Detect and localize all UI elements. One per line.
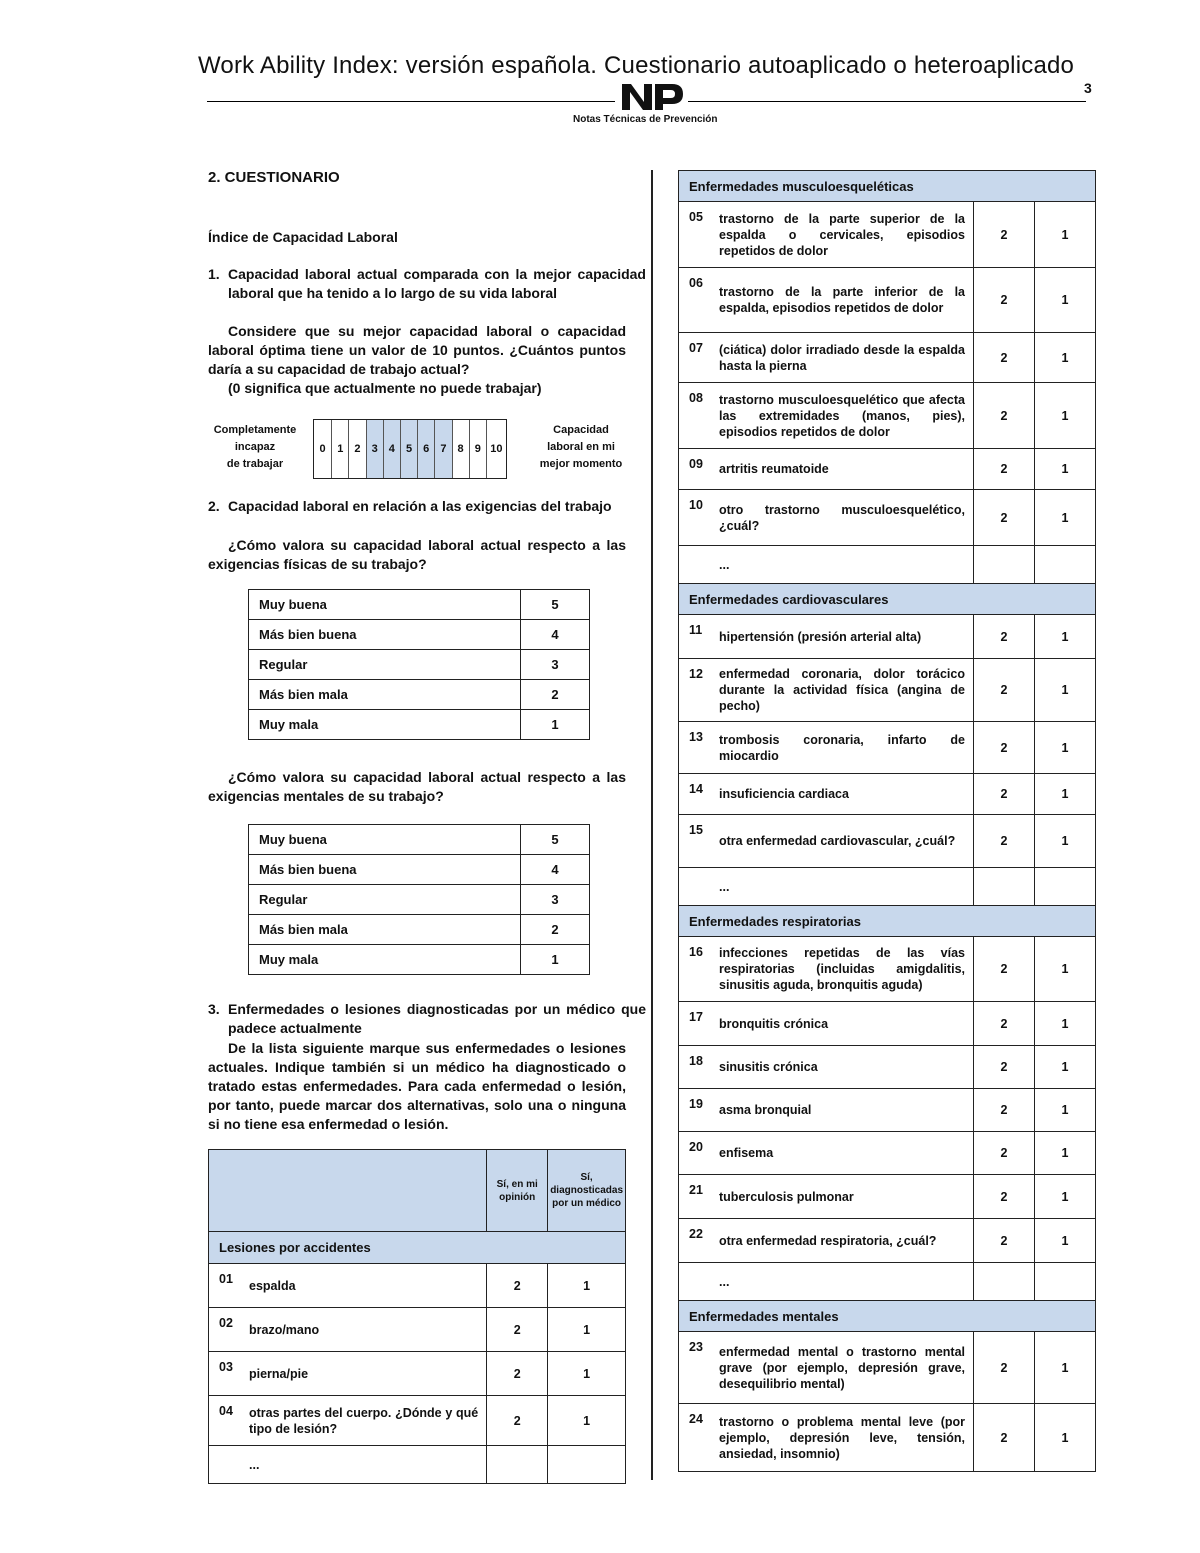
- row-code: 05: [679, 202, 716, 268]
- answer-diagnosed-cell[interactable]: 1: [1035, 659, 1096, 722]
- table-row: [679, 1046, 1096, 1089]
- section-subtitle: Índice de Capacidad Laboral: [208, 229, 398, 245]
- option-value[interactable]: 4: [521, 620, 590, 650]
- row-code: 20: [679, 1132, 716, 1175]
- option-row[interactable]: [249, 620, 590, 650]
- row-code: 13: [679, 722, 716, 774]
- table-row: [679, 268, 1096, 333]
- row-code: [679, 546, 716, 584]
- answer-opinion-cell[interactable]: 2: [974, 1046, 1035, 1089]
- row-description: trombosis coronaria, infarto de miocardio: [715, 722, 974, 774]
- row-code: 24: [679, 1404, 716, 1472]
- row-code: 03: [209, 1352, 246, 1396]
- q3-number: 3.: [208, 1001, 220, 1017]
- group-header-enfermedades-respiratorias: [679, 906, 1096, 937]
- row-description: (ciática) dolor irradiado desde la espalda hasta la pierna: [715, 333, 974, 383]
- table-row: [209, 1396, 626, 1446]
- scale-right-line: Capacidad: [553, 424, 609, 436]
- table-row: [679, 1175, 1096, 1219]
- scale-option[interactable]: 0: [314, 420, 331, 478]
- answer-diagnosed-cell[interactable]: 1: [1035, 774, 1096, 815]
- row-code: [679, 1263, 716, 1301]
- answer-opinion-cell[interactable]: [487, 1446, 548, 1484]
- row-code: 07: [679, 333, 716, 383]
- table-row: [679, 546, 1096, 584]
- answer-diagnosed-cell[interactable]: 1: [1035, 1219, 1096, 1263]
- group-title: Enfermedades respiratorias: [679, 906, 1096, 937]
- scale-left-line: Completamente: [213, 424, 297, 436]
- row-code: 22: [679, 1219, 716, 1263]
- answer-diagnosed-cell[interactable]: 1: [1035, 1046, 1096, 1089]
- option-value[interactable]: 2: [521, 915, 590, 945]
- table-row: [679, 202, 1096, 268]
- answer-diagnosed-cell[interactable]: 1: [1035, 815, 1096, 868]
- table-row: [679, 1089, 1096, 1132]
- scale-option[interactable]: 1: [331, 420, 348, 478]
- table-row: [679, 615, 1096, 659]
- option-row[interactable]: [249, 650, 590, 680]
- table-row: [679, 333, 1096, 383]
- answer-opinion-cell[interactable]: 2: [487, 1264, 548, 1308]
- option-row[interactable]: [249, 710, 590, 740]
- table-row: [679, 868, 1096, 906]
- option-label: Regular: [249, 885, 521, 915]
- q1-text: Considere que su mejor capacidad laboral o capacidad laboral óptima tiene un valor de 10 puntos. ¿Cuántos puntos daría a su capacidad de trabajo actual?: [208, 323, 626, 377]
- row-description: trastorno musculoesquelético que afecta las extremidades (manos, pies), episodios repetidos de dolor: [715, 383, 974, 449]
- answer-opinion-cell[interactable]: 2: [974, 722, 1035, 774]
- table-row: [209, 1308, 626, 1352]
- answer-opinion-cell[interactable]: 2: [974, 1404, 1035, 1472]
- row-description: trastorno de la parte superior de la espalda o cervicales, episodios repetidos de dolor: [715, 202, 974, 268]
- answer-opinion-cell[interactable]: [974, 1263, 1035, 1301]
- table-row: [679, 449, 1096, 490]
- row-description: enfermedad coronaria, dolor torácico durante la actividad física (angina de pecho): [715, 659, 974, 722]
- row-description: sinusitis crónica: [715, 1046, 974, 1089]
- table-row: [679, 383, 1096, 449]
- np-logo-subtitle: Notas Técnicas de Prevención: [573, 114, 718, 125]
- section-title: 2. CUESTIONARIO: [208, 169, 340, 186]
- row-description: ...: [715, 546, 974, 584]
- row-code: 11: [679, 615, 716, 659]
- answer-opinion-cell[interactable]: 2: [974, 202, 1035, 268]
- answer-diagnosed-cell[interactable]: 1: [1035, 333, 1096, 383]
- scale-left-line: incapaz: [234, 441, 276, 453]
- option-value[interactable]: 4: [521, 855, 590, 885]
- header-rule-left: [207, 101, 615, 102]
- table-header-blank: [209, 1150, 487, 1232]
- option-label: Más bien buena: [249, 620, 521, 650]
- answer-diagnosed-cell[interactable]: [1035, 868, 1096, 906]
- table-row: [679, 1219, 1096, 1263]
- answer-diagnosed-cell[interactable]: 1: [1035, 722, 1096, 774]
- header-rule-right: [688, 101, 1086, 102]
- row-description: insuficiencia cardiaca: [715, 774, 974, 815]
- row-description: ...: [245, 1446, 487, 1484]
- option-label: Muy buena: [249, 825, 521, 855]
- table-row: [209, 1446, 626, 1484]
- row-description: tuberculosis pulmonar: [715, 1175, 974, 1219]
- row-description: brazo/mano: [245, 1308, 487, 1352]
- group-header-enfermedades-musculoesqueleticas: [679, 171, 1096, 202]
- row-description: ...: [715, 1263, 974, 1301]
- page-number: 3: [1084, 80, 1092, 96]
- row-description: pierna/pie: [245, 1352, 487, 1396]
- option-label: Muy mala: [249, 710, 521, 740]
- group-title: Lesiones por accidentes: [209, 1232, 626, 1264]
- group-title: Enfermedades musculoesqueléticas: [679, 171, 1096, 202]
- answer-diagnosed-cell[interactable]: 1: [1035, 1089, 1096, 1132]
- option-value[interactable]: 1: [521, 945, 590, 975]
- row-code: 21: [679, 1175, 716, 1219]
- table-row: [679, 1404, 1096, 1472]
- answer-opinion-cell[interactable]: 2: [974, 1089, 1035, 1132]
- answer-opinion-cell[interactable]: 2: [974, 333, 1035, 383]
- row-code: 14: [679, 774, 716, 815]
- physical-options-table: [248, 589, 590, 740]
- answer-opinion-cell[interactable]: 2: [487, 1352, 548, 1396]
- q1-heading: [208, 265, 646, 303]
- row-description: ...: [715, 868, 974, 906]
- row-code: 04: [209, 1396, 246, 1446]
- option-value[interactable]: 3: [521, 650, 590, 680]
- answer-opinion-cell[interactable]: 2: [974, 774, 1035, 815]
- row-code: 15: [679, 815, 716, 868]
- row-description: otras partes del cuerpo. ¿Dónde y qué tipo de lesión?: [245, 1396, 487, 1446]
- option-value[interactable]: 5: [521, 590, 590, 620]
- q1-title: Capacidad laboral actual comparada con la mejor capacidad laboral que ha tenido a lo largo de su vida laboral: [228, 266, 646, 301]
- col-header-opinion: Sí, en mi opinión: [487, 1150, 548, 1232]
- group-title: Enfermedades mentales: [679, 1301, 1096, 1332]
- row-description: trastorno o problema mental leve (por ejemplo, depresión leve, tensión, ansiedad, insomnio): [715, 1404, 974, 1472]
- row-code: 23: [679, 1332, 716, 1404]
- answer-opinion-cell[interactable]: 2: [974, 1332, 1035, 1404]
- answer-diagnosed-cell[interactable]: 1: [1035, 268, 1096, 333]
- row-code: 06: [679, 268, 716, 333]
- answer-diagnosed-cell[interactable]: 1: [1035, 1002, 1096, 1046]
- answer-opinion-cell[interactable]: 2: [487, 1396, 548, 1446]
- answer-diagnosed-cell[interactable]: 1: [1035, 1175, 1096, 1219]
- injuries-table: [208, 1149, 626, 1484]
- table-row: [679, 1002, 1096, 1046]
- answer-opinion-cell[interactable]: 2: [487, 1308, 548, 1352]
- row-description: hipertensión (presión arterial alta): [715, 615, 974, 659]
- scale-right-line: mejor momento: [539, 458, 623, 470]
- option-value[interactable]: 1: [521, 710, 590, 740]
- row-code: 02: [209, 1308, 246, 1352]
- document-title: Work Ability Index: versión española. Cuestionario autoaplicado o heteroaplicado: [198, 52, 1075, 79]
- column-divider: [651, 170, 653, 1480]
- table-row: [679, 722, 1096, 774]
- row-code: 17: [679, 1002, 716, 1046]
- work-ability-scale: [313, 419, 507, 479]
- scale-option[interactable]: 6: [417, 420, 434, 478]
- q3-title: Enfermedades o lesiones diagnosticadas por un médico que padece actualmente: [228, 1001, 646, 1036]
- answer-diagnosed-cell[interactable]: 1: [1035, 1404, 1096, 1472]
- answer-diagnosed-cell[interactable]: 1: [1035, 937, 1096, 1002]
- q1-note: (0 significa que actualmente no puede trabajar): [228, 380, 542, 396]
- scale-option[interactable]: 5: [400, 420, 417, 478]
- answer-diagnosed-cell[interactable]: 1: [1035, 615, 1096, 659]
- row-code: 09: [679, 449, 716, 490]
- answer-diagnosed-cell[interactable]: 1: [548, 1352, 626, 1396]
- option-row[interactable]: [249, 825, 590, 855]
- answer-opinion-cell[interactable]: 2: [974, 815, 1035, 868]
- row-code: 12: [679, 659, 716, 722]
- q2-title: Capacidad laboral en relación a las exigencias del trabajo: [228, 498, 612, 514]
- table-row: [679, 659, 1096, 722]
- option-row[interactable]: [249, 885, 590, 915]
- answer-opinion-cell[interactable]: [974, 868, 1035, 906]
- option-label: Muy mala: [249, 945, 521, 975]
- diseases-table: [678, 170, 1096, 1472]
- table-row: [679, 1263, 1096, 1301]
- table-row: [679, 1332, 1096, 1404]
- scale-option[interactable]: 3: [366, 420, 383, 478]
- answer-opinion-cell[interactable]: 2: [974, 268, 1035, 333]
- answer-diagnosed-cell[interactable]: 1: [548, 1396, 626, 1446]
- answer-diagnosed-cell[interactable]: [1035, 546, 1096, 584]
- answer-diagnosed-cell[interactable]: 1: [1035, 202, 1096, 268]
- scale-right-line: laboral en mi: [547, 441, 615, 453]
- row-description: infecciones repetidas de las vías respiratorias (incluidas amigdalitis, sinusitis aguda, bronquitis aguda): [715, 937, 974, 1002]
- answer-diagnosed-cell[interactable]: [548, 1446, 626, 1484]
- option-label: Regular: [249, 650, 521, 680]
- row-code: 08: [679, 383, 716, 449]
- row-description: asma bronquial: [715, 1089, 974, 1132]
- scale-left-line: de trabajar: [226, 458, 284, 470]
- option-row[interactable]: [249, 680, 590, 710]
- row-code: 19: [679, 1089, 716, 1132]
- option-row[interactable]: [249, 855, 590, 885]
- scale-option[interactable]: 4: [383, 420, 400, 478]
- group-header-enfermedades-cardiovasculares: [679, 584, 1096, 615]
- option-row[interactable]: [249, 915, 590, 945]
- answer-diagnosed-cell[interactable]: 1: [548, 1264, 626, 1308]
- option-label: Más bien mala: [249, 915, 521, 945]
- answer-opinion-cell[interactable]: 2: [974, 937, 1035, 1002]
- np-logo: [622, 82, 684, 117]
- row-description: otro trastorno musculoesquelético, ¿cuál?: [715, 490, 974, 546]
- option-value[interactable]: 2: [521, 680, 590, 710]
- row-code: 01: [209, 1264, 246, 1308]
- row-code: 18: [679, 1046, 716, 1089]
- row-description: bronquitis crónica: [715, 1002, 974, 1046]
- scale-option[interactable]: 10: [486, 420, 506, 478]
- group-header-lesiones-por-accidentes: [209, 1232, 626, 1264]
- row-description: espalda: [245, 1264, 487, 1308]
- scale-option[interactable]: 8: [452, 420, 469, 478]
- row-description: artritis reumatoide: [715, 449, 974, 490]
- answer-opinion-cell[interactable]: 2: [974, 383, 1035, 449]
- answer-diagnosed-cell[interactable]: 1: [1035, 449, 1096, 490]
- mental-options-table: [248, 824, 590, 975]
- answer-opinion-cell[interactable]: 2: [974, 1132, 1035, 1175]
- answer-diagnosed-cell[interactable]: [1035, 1263, 1096, 1301]
- row-code: 10: [679, 490, 716, 546]
- scale-option[interactable]: 2: [348, 420, 365, 478]
- answer-opinion-cell[interactable]: 2: [974, 615, 1035, 659]
- answer-opinion-cell[interactable]: 2: [974, 449, 1035, 490]
- table-row: [679, 937, 1096, 1002]
- answer-opinion-cell[interactable]: 2: [974, 659, 1035, 722]
- group-title: Enfermedades cardiovasculares: [679, 584, 1096, 615]
- answer-diagnosed-cell[interactable]: 1: [1035, 490, 1096, 546]
- row-description: otra enfermedad cardiovascular, ¿cuál?: [715, 815, 974, 868]
- row-description: trastorno de la parte inferior de la espalda, episodios repetidos de dolor: [715, 268, 974, 333]
- table-row: [679, 815, 1096, 868]
- option-row[interactable]: [249, 945, 590, 975]
- scale-option[interactable]: 9: [469, 420, 486, 478]
- scale-option[interactable]: 7: [434, 420, 451, 478]
- q2-heading: [208, 497, 646, 516]
- answer-diagnosed-cell[interactable]: 1: [548, 1308, 626, 1352]
- q1-number: 1.: [208, 266, 220, 282]
- scale-left-label: [205, 422, 305, 473]
- option-label: Muy buena: [249, 590, 521, 620]
- answer-opinion-cell[interactable]: 2: [974, 490, 1035, 546]
- row-code: 16: [679, 937, 716, 1002]
- col-header-diagnosed: Sí, diagnosticadas por un médico: [548, 1150, 626, 1232]
- table-row: [209, 1352, 626, 1396]
- answer-opinion-cell[interactable]: 2: [974, 1219, 1035, 1263]
- answer-opinion-cell[interactable]: [974, 546, 1035, 584]
- answer-diagnosed-cell[interactable]: 1: [1035, 1132, 1096, 1175]
- table-row: [679, 774, 1096, 815]
- table-row: [209, 1264, 626, 1308]
- option-label: Más bien buena: [249, 855, 521, 885]
- table-row: [679, 1132, 1096, 1175]
- q2-mental-question: ¿Cómo valora su capacidad laboral actual respecto a las exigencias mentales de su trabajo?: [208, 769, 626, 804]
- q3-heading: [208, 1000, 646, 1038]
- option-value[interactable]: 3: [521, 885, 590, 915]
- option-row[interactable]: [249, 590, 590, 620]
- answer-opinion-cell[interactable]: 2: [974, 1002, 1035, 1046]
- answer-diagnosed-cell[interactable]: 1: [1035, 383, 1096, 449]
- q2-physical-question: ¿Cómo valora su capacidad laboral actual respecto a las exigencias físicas de su trabajo?: [208, 537, 626, 572]
- row-description: enfisema: [715, 1132, 974, 1175]
- option-label: Más bien mala: [249, 680, 521, 710]
- group-header-enfermedades-mentales: [679, 1301, 1096, 1332]
- scale-right-label: [530, 422, 632, 473]
- row-code: [209, 1446, 246, 1484]
- row-code: [679, 868, 716, 906]
- table-row: [679, 490, 1096, 546]
- row-description: otra enfermedad respiratoria, ¿cuál?: [715, 1219, 974, 1263]
- answer-diagnosed-cell[interactable]: 1: [1035, 1332, 1096, 1404]
- option-value[interactable]: 5: [521, 825, 590, 855]
- table-header-row: [209, 1150, 626, 1232]
- q2-number: 2.: [208, 498, 220, 514]
- answer-opinion-cell[interactable]: 2: [974, 1175, 1035, 1219]
- q3-text: De la lista siguiente marque sus enfermedades o lesiones actuales. Indique también si un médico ha diagnosticado o tratado estas enfermedades. Para cada enfermedad o lesión, por tanto, puede marcar dos alternativas, solo una o ninguna si no tiene esa enfermedad o lesión.: [208, 1040, 626, 1132]
- row-description: enfermedad mental o trastorno mental grave (por ejemplo, depresión grave, desequilibrio mental): [715, 1332, 974, 1404]
